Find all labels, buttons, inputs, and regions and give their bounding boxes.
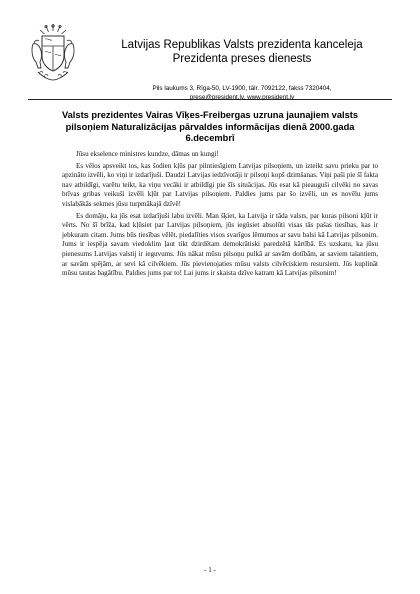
title-line-3: 6.decembrī [185,133,235,143]
paragraph-1: Es vēlos apsveikt tos, kas šodien kļūs par pilntiesīgiem Latvijas pilsoņiem, un izteikt savu prieku par to apzināto izvēli, ko viņi ir izdarījuši. Daudzi Latvijas iedzīvotāji ir pilsoņi kopš dzimšanas. Viņi paši pie šī fakta nav atbildīgi, varētu teikt, ka viņu vecāki ir atbildīgi pie šīs situācijas. Jūs esat kā pieauguši cilvēki no savas brīvas gribas veikuši izvēli kļūt par Latvijas pilsoņiem. Paldies jums par šo izvēli, un es novēlu jums vislabākās sekmes jūsu turpmākajā dzīvē! [62,161,378,208]
letterhead-divider [28,99,392,100]
org-name-line-2: Prezidenta preses dienests [172,53,312,65]
document-title [42,110,378,145]
greeting: Jūsu ekselence ministres kundze, dāmas un kungi! [76,150,219,158]
address-line: Pils laukums 3, Rīga-50, LV-1900, tālr. 7092122, fakss 7320404, [152,85,332,92]
speech-body [62,150,378,281]
org-name-line-1: Latvijas Republikas Valsts prezidenta kanceleja [121,39,363,51]
title-line-1: Valsts prezidentes Vairas Vīķes-Freibergas uzruna jaunajiem valsts [61,110,359,120]
letterhead [30,22,390,117]
title-line-2: pilsoņiem Naturalizācijas pārvaldes informācijas dienā 2000.gada [65,121,355,132]
organization-name [92,38,392,66]
email-web-line: prese@president.lv, www.president.lv [189,94,295,101]
page-number: - 1 - [204,566,216,574]
coat-of-arms-icon [30,22,76,84]
paragraph-2: Es domāju, ka jūs esat izdarījuši labu izvēli. Man šķiet, ka Latvija ir tāda valsts, par kuras pilsoni kļūt ir vērts. No šī brīža, kad kļūsiet par Latvijas pilsoņiem, jūs iegūsiet absolūti visas tās pašas tiesības, kas ir jebkuram citam. Jums būs tiesības vēlēt, piedalīties visos svarīgos lēmumos ar savu balsi kā Latvijas pilsonim. Jums ir iespēja savam viedoklim ļaut tikt dzirdētam demokrātiski paredzētā kārtībā. Es uzskatu, ka jūsu pienesums Latvijas valstij ir ieguvums. Jūs nākat mūsu pilsoņu pulkā ar savām dotībām, ar saviem talantiem, ar savām spējām, ar sevi kā cilvēkiem. Jūs pievienojaties mūsu valsts cilvēciskiem resursiem. Jūs kuplināt mūsu tautas bagātību. Paldies jums par to! Lai jums ir skaista dzīve katram kā Latvijas pilsonim! [62,211,378,278]
